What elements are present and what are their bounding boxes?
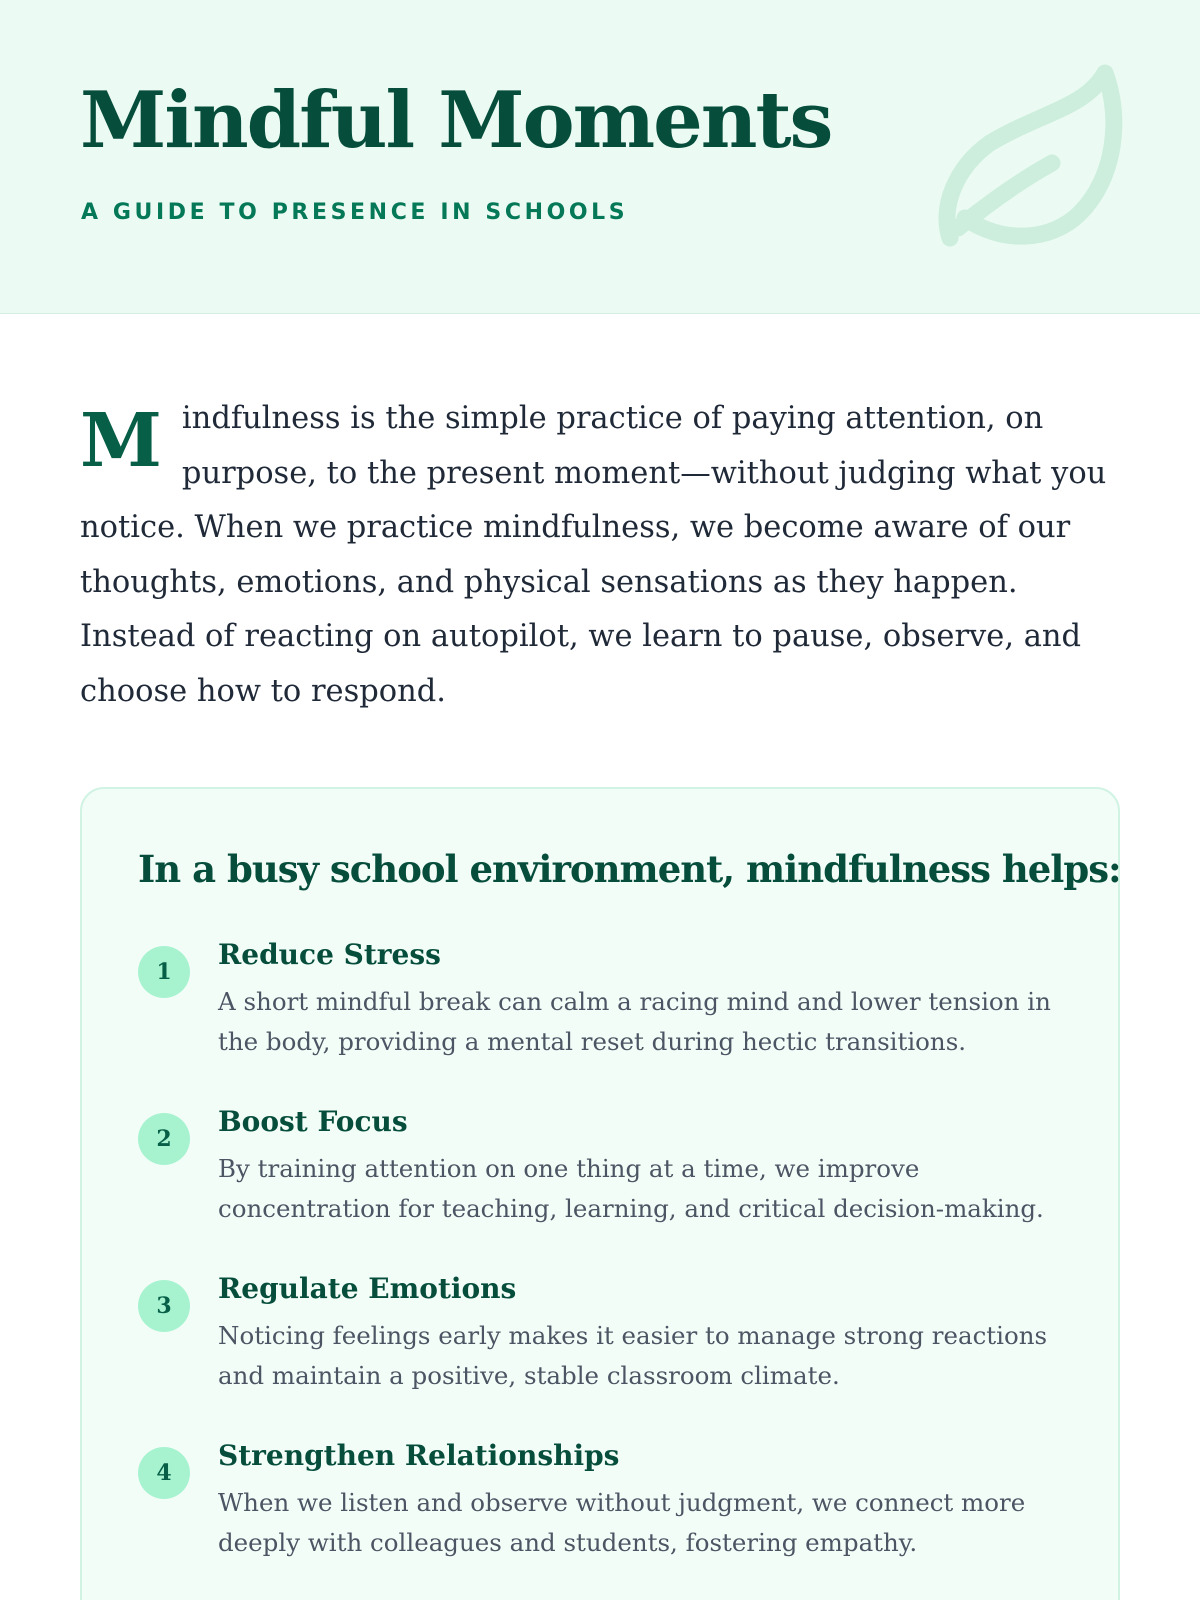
number-badge: 1: [138, 946, 190, 998]
page-subtitle: A GUIDE TO PRESENCE IN SCHOOLS: [81, 200, 629, 225]
number-badge: 2: [138, 1113, 190, 1165]
benefit-description: Noticing feelings early makes it easier to manage strong reactions and maintain a positive, stable classroom climate.: [218, 1321, 1048, 1390]
benefits-card: [80, 787, 1120, 1600]
intro-paragraph: [80, 392, 1120, 719]
benefit-title: Reduce Stress: [218, 938, 441, 971]
benefit-description: By training attention on one thing at a time, we improve concentration for teaching, learning, and critical decision-making.: [218, 1154, 1044, 1223]
leaf-icon: [930, 58, 1130, 258]
intro-text: indfulness is the simple practice of paying attention, on purpose, to the present moment—without judging what you notice. When we practice mindfulness, we become aware of our thoughts, emotions, and physical sensations as they happen. Instead of reacting on autopilot, we learn to pause, observe, and choose how to respond.: [80, 401, 1107, 709]
benefit-title: Boost Focus: [218, 1105, 408, 1138]
page-title: Mindful Moments: [80, 75, 832, 166]
benefit-description: A short mindful break can calm a racing mind and lower tension in the body, providing a mental reset during hectic transitions.: [218, 987, 1051, 1056]
drop-cap: M: [80, 398, 162, 484]
benefit-title: Strengthen Relationships: [218, 1439, 620, 1472]
number-badge: 4: [138, 1447, 190, 1499]
benefit-title: Regulate Emotions: [218, 1272, 517, 1305]
number-badge: 3: [138, 1280, 190, 1332]
page-header: [0, 0, 1200, 314]
benefits-heading: In a busy school environment, mindfulness helps:: [138, 847, 1121, 891]
benefit-description: When we listen and observe without judgment, we connect more deeply with colleagues and students, fostering empathy.: [218, 1488, 1026, 1557]
